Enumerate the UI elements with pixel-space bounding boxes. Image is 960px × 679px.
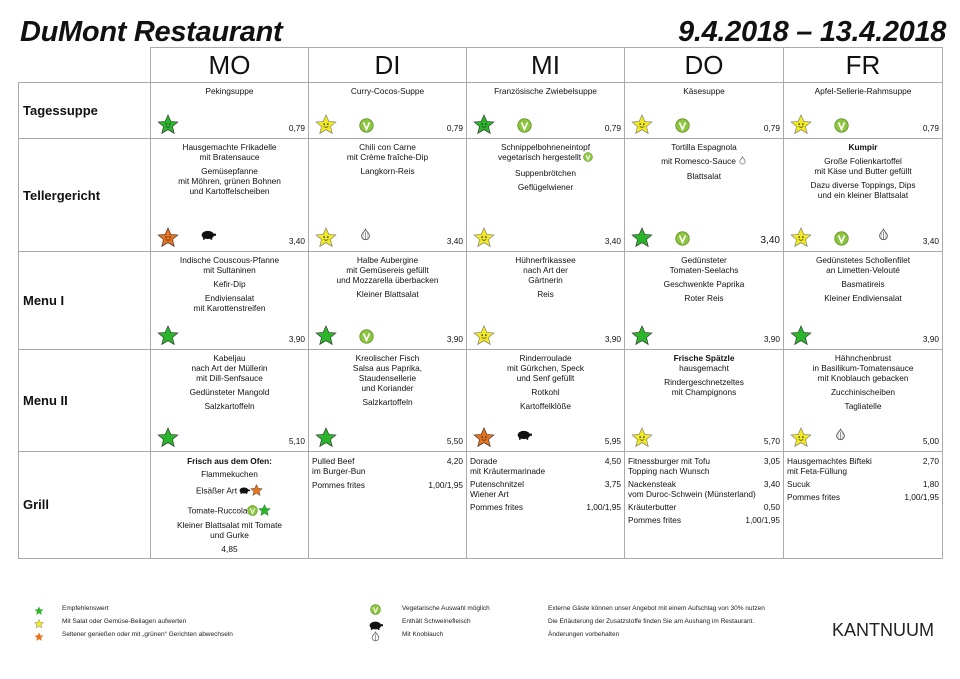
grill-cell-mi xyxy=(467,451,625,558)
day-header-fr: FR xyxy=(784,48,943,83)
dish-line: und Koriander xyxy=(361,382,414,393)
category-label: Menu II xyxy=(19,349,151,451)
grill-item xyxy=(787,466,939,476)
garlic-icon xyxy=(834,428,847,446)
dish-line: Basmatireis xyxy=(841,279,885,290)
menu-table xyxy=(18,47,943,559)
menu-cell-do xyxy=(625,83,784,139)
vegetarian-icon xyxy=(834,118,849,133)
dish-line: mit Karottenstreifen xyxy=(193,303,266,314)
vegetarian-icon xyxy=(675,231,690,246)
yellow-star-icon xyxy=(631,114,653,136)
green-star-icon xyxy=(473,114,495,136)
dish-line: mit Champignons xyxy=(671,386,737,397)
grill-item-name: Nackensteak xyxy=(628,478,676,489)
dish-line: Kumpir xyxy=(848,142,878,153)
price: 5,00 xyxy=(922,435,939,446)
grill-item xyxy=(787,492,939,502)
price: 3,40 xyxy=(604,236,621,247)
day-header-di: DI xyxy=(309,48,467,83)
category-label: Grill xyxy=(19,451,151,558)
dish-line: und Kartoffelscheiben xyxy=(189,186,270,197)
grill-item xyxy=(470,479,621,489)
dish-line xyxy=(469,152,622,164)
dish-line: Kleiner Endiviensalat xyxy=(824,293,902,304)
grill-item-name: im Burger-Bun xyxy=(312,465,366,476)
price: 3,40 xyxy=(922,236,939,247)
grill-item-name: Pommes frites xyxy=(787,491,841,502)
legend-green: Empfehlenswert xyxy=(62,605,109,612)
yellow-star-icon xyxy=(315,227,337,249)
price: 0,79 xyxy=(922,123,939,134)
price: 5,50 xyxy=(446,435,463,446)
grill-item xyxy=(628,456,780,466)
green-star-icon xyxy=(258,504,271,519)
menu-cell-mo xyxy=(151,83,309,139)
dish-line: Gedünsteter xyxy=(681,255,727,266)
dish-line: Geflügelwiener xyxy=(517,182,574,193)
dish-line: Tomaten-Seelachs xyxy=(669,265,739,276)
menu-cell-fr xyxy=(784,252,943,349)
menu-cell-mo xyxy=(151,252,309,349)
grill-item xyxy=(628,466,780,476)
category-label: Menu I xyxy=(19,252,151,349)
yellow-star-icon xyxy=(790,114,812,136)
grill-item-price: 1,80 xyxy=(922,478,939,489)
orange-star-icon xyxy=(157,227,179,249)
grill-item-name: Sucuk xyxy=(787,478,811,489)
dish-line: Curry-Cocos-Suppe xyxy=(350,86,425,97)
grill-item-price: 2,70 xyxy=(922,455,939,466)
grill-item-name: Putenschnitzel xyxy=(470,478,524,489)
dish-line: mit Gemüsereis gefüllt xyxy=(346,265,429,276)
dish-line: Kabeljau xyxy=(213,352,246,363)
grill-item xyxy=(470,502,621,512)
legend-note-external: Externe Gäste können unser Angebot mit einem Aufschlag von 30% nutzen xyxy=(548,605,765,612)
dish-line: Schnippelbohneneintopf xyxy=(500,142,591,153)
category-label: Tagessuppe xyxy=(19,83,151,139)
dish-line: mit Bratensauce xyxy=(199,152,260,163)
menu-cell-mo xyxy=(151,139,309,252)
grill-item-name: Pommes frites xyxy=(470,501,524,512)
grill-item xyxy=(470,466,621,476)
dish-line: mit Käse und Butter gefüllt xyxy=(814,166,912,177)
dish-line: an Limetten-Velouté xyxy=(826,265,900,276)
grill-item: und Gurke xyxy=(210,529,249,540)
green-star-icon xyxy=(157,325,179,347)
dish-line xyxy=(627,156,781,167)
dish-line: und ein kleiner Blattsalat xyxy=(817,190,909,201)
grill-cell-di xyxy=(309,451,467,558)
green-star-icon xyxy=(157,114,179,136)
menu-cell-mo xyxy=(151,349,309,451)
grill-item-name: Dorade xyxy=(470,455,498,466)
garlic-icon xyxy=(359,228,372,246)
menu-cell-fr xyxy=(784,83,943,139)
price: 5,95 xyxy=(604,435,621,446)
dish-line: Apfel-Sellerie-Rahmsuppe xyxy=(814,86,912,97)
green-star-icon xyxy=(631,227,653,249)
dish-line: Rindergeschnetzeltes xyxy=(664,376,744,387)
yellow-star-icon xyxy=(315,114,337,136)
yellow-star-icon xyxy=(473,227,495,249)
dish-line: Dazu diverse Toppings, Dips xyxy=(810,180,916,191)
grill-item-price: 4,50 xyxy=(604,455,621,466)
grill-item: Flammekuchen xyxy=(201,468,258,479)
price: 3,90 xyxy=(446,333,463,344)
dish-line: nach Art der Müllerin xyxy=(191,362,268,373)
orange-star-icon xyxy=(34,629,44,647)
grill-item: Elsäßer Art xyxy=(195,485,238,496)
dish-line: mit Crème fraîche-Dip xyxy=(346,152,429,163)
grill-item-price: 3,75 xyxy=(604,478,621,489)
restaurant-title: DuMont Restaurant xyxy=(20,16,283,48)
garlic-icon xyxy=(877,228,890,246)
grill-item-name: Pulled Beef xyxy=(312,455,355,466)
dish-line: Gedünstetes Schollenfilet xyxy=(815,255,911,266)
grill-item-price: 0,50 xyxy=(763,501,780,512)
dish-line: Rinderroulade xyxy=(519,352,572,363)
menu-cell-di xyxy=(309,83,467,139)
menu-cell-do xyxy=(625,349,784,451)
vegetarian-icon xyxy=(359,118,374,133)
menu-cell-do xyxy=(625,252,784,349)
menu-cell-mi xyxy=(467,252,625,349)
dish-line: Hähnchenbrust xyxy=(834,352,892,363)
grill-item xyxy=(628,479,780,489)
dish-line: Indische Couscous-Pfanne xyxy=(179,255,280,266)
green-star-icon xyxy=(631,325,653,347)
menu-cell-do xyxy=(625,139,784,252)
grill-item-name: Kräuterbutter xyxy=(628,501,677,512)
kantnuum-logo: KANTNUUM xyxy=(832,620,934,640)
price: 3,90 xyxy=(288,333,305,344)
yellow-star-icon xyxy=(790,427,812,449)
grill-item-name: Fitnessburger mit Tofu xyxy=(628,455,710,466)
grill-item xyxy=(312,480,463,490)
dish-line: Tortilla Espagnola xyxy=(671,142,737,153)
price: 0,79 xyxy=(763,123,780,134)
vegetarian-icon xyxy=(583,152,593,164)
grill-cell-fr xyxy=(784,451,943,558)
grill-item-price: 1,00/1,95 xyxy=(904,491,939,502)
date-range: 9.4.2018 – 13.4.2018 xyxy=(678,16,947,48)
vegetarian-icon xyxy=(834,231,849,246)
dish-line: Geschwenkte Paprika xyxy=(663,279,745,290)
category-label: Tellergericht xyxy=(19,139,151,252)
grill-item-name: mit Feta-Füllung xyxy=(787,465,847,476)
price: 3,40 xyxy=(288,236,305,247)
grill-item xyxy=(312,466,463,476)
dish-line: Rotkohl xyxy=(531,386,560,397)
dish-line: Salzkartoffeln xyxy=(204,400,255,411)
grill-item-name: Pommes frites xyxy=(312,479,366,490)
pig-icon xyxy=(239,486,250,496)
menu-cell-di xyxy=(309,139,467,252)
vegetarian-icon xyxy=(675,118,690,133)
dish-line: Chili con Carne xyxy=(359,142,416,153)
legend-veg: Vegetarische Auswahl möglich xyxy=(402,605,490,612)
green-star-icon xyxy=(315,427,337,449)
dish-line: Salzkartoffeln xyxy=(362,396,413,407)
dish-line: Langkorn-Reis xyxy=(360,166,415,177)
dish-line: Pekingsuppe xyxy=(205,86,254,97)
yellow-star-icon xyxy=(790,227,812,249)
price: 0,79 xyxy=(288,123,305,134)
price: 3,40 xyxy=(760,235,780,247)
legend-garlic: Mit Knoblauch xyxy=(402,631,444,638)
dish-line: Zucchinischeiben xyxy=(830,386,896,397)
pig-icon xyxy=(517,427,532,445)
garlic-icon xyxy=(370,629,381,647)
pig-icon xyxy=(201,227,216,245)
price: 5,70 xyxy=(763,435,780,446)
legend-note-changes: Änderungen vorbehalten xyxy=(548,631,620,638)
dish-line: mit Dill-Senfsauce xyxy=(196,372,263,383)
legend-orange: Seltener genießen oder mit „grünen“ Gerichten abwechseln xyxy=(62,631,233,638)
grill-item-price: 3,40 xyxy=(763,478,780,489)
dish-line: mit Sultaninen xyxy=(203,265,256,276)
grill-item xyxy=(628,489,780,499)
dish-line: Roter Reis xyxy=(684,293,724,304)
dish-line: Gärtnerin xyxy=(528,275,563,286)
grill-price: 4,85 xyxy=(221,543,238,554)
menu-cell-di xyxy=(309,349,467,451)
price: 3,40 xyxy=(446,236,463,247)
dish-line: Blattsalat xyxy=(686,171,722,182)
dish-line: und Senf gefüllt xyxy=(516,372,575,383)
dish-line: Staudensellerie xyxy=(358,372,417,383)
grill-item xyxy=(787,456,939,466)
legend-yellow: Mit Salat oder Gemüse-Beilagen aufwerten xyxy=(62,618,187,625)
price: 0,79 xyxy=(446,123,463,134)
grill-item-name: Wiener Art xyxy=(470,488,509,499)
day-header-mi: MI xyxy=(467,48,625,83)
grill-item xyxy=(470,489,621,499)
grill-item: Tomate-Ruccola xyxy=(187,505,248,516)
menu-cell-fr xyxy=(784,139,943,252)
grill-item-name: mit Kräutermarinade xyxy=(470,465,546,476)
orange-star-icon xyxy=(250,484,263,499)
menu-cell-mi xyxy=(467,139,625,252)
dish-line: mit Gürkchen, Speck xyxy=(506,362,584,373)
dish-line: Große Folienkartoffel xyxy=(824,156,902,167)
dish-text: mit Romesco-Sauce xyxy=(661,156,736,167)
dish-line: nach Art der xyxy=(523,265,568,276)
garlic-icon xyxy=(738,156,747,167)
dish-line: Gedünsteter Mangold xyxy=(189,386,270,397)
yellow-star-icon xyxy=(631,427,653,449)
day-header-mo: MO xyxy=(151,48,309,83)
grill-item-name: Hausgemachtes Bifteki xyxy=(787,455,872,466)
day-header-do: DO xyxy=(625,48,784,83)
grill-item xyxy=(787,479,939,489)
dish-line: Frische Spätzle xyxy=(673,352,735,363)
grill-item-price: 4,20 xyxy=(446,455,463,466)
dish-line: Kleiner Blattsalat xyxy=(356,289,419,300)
dish-line: Kartoffelklöße xyxy=(519,400,572,411)
dish-line: mit Möhren, grünen Bohnen xyxy=(178,176,281,187)
dish-line: Tagliatelle xyxy=(844,400,882,411)
dish-line: Kefir-Dip xyxy=(213,279,246,290)
price: 3,90 xyxy=(763,333,780,344)
grill-item-name: Pommes frites xyxy=(628,514,682,525)
grill-item xyxy=(470,456,621,466)
vegetarian-icon xyxy=(247,505,258,518)
dish-line: mit Knoblauch gebacken xyxy=(817,372,909,383)
dish-text: vegetarisch hergestellt xyxy=(497,152,581,163)
price: 5,10 xyxy=(288,435,305,446)
dish-line: in Basilikum-Tomatensauce xyxy=(812,362,914,373)
legend-note-additives: Die Erläuterung der Zusatzstoffe finden Sie am Aushang im Restaurant. xyxy=(548,618,755,625)
price: 3,90 xyxy=(922,333,939,344)
price: 3,90 xyxy=(604,333,621,344)
corner-cell xyxy=(19,48,151,83)
dish-line: Hausgemachte Frikadelle xyxy=(182,142,277,153)
dish-line: Französische Zwiebelsuppe xyxy=(494,86,597,97)
dish-line: Kreolischer Fisch xyxy=(355,352,420,363)
grill-item-price: 1,00/1,95 xyxy=(745,514,780,525)
grill-item-name: Topping nach Wunsch xyxy=(628,465,710,476)
dish-line: Hühnerfrikassee xyxy=(515,255,576,266)
grill-item xyxy=(628,502,780,512)
dish-line: und Mozzarella überbacken xyxy=(336,275,439,286)
dish-line: hausgemacht xyxy=(679,362,729,373)
vegetarian-icon xyxy=(359,329,374,344)
grill-item-price: 1,00/1,95 xyxy=(586,501,621,512)
menu-cell-fr xyxy=(784,349,943,451)
menu-cell-mi xyxy=(467,83,625,139)
vegetarian-icon xyxy=(517,118,532,133)
green-star-icon xyxy=(157,427,179,449)
menu-cell-di xyxy=(309,252,467,349)
dish-line: Gemüsepfanne xyxy=(201,166,258,177)
green-star-icon xyxy=(790,325,812,347)
grill-cell-mo xyxy=(151,451,309,558)
grill-cell-do xyxy=(625,451,784,558)
grill-item xyxy=(628,515,780,525)
dish-line: Reis xyxy=(537,289,554,300)
grill-item-price: 1,00/1,95 xyxy=(428,479,463,490)
dish-line: Käsesuppe xyxy=(683,86,725,97)
dish-line: Endiviensalat xyxy=(204,293,255,304)
orange-star-icon xyxy=(473,427,495,449)
dish-line: Halbe Aubergine xyxy=(356,255,419,266)
green-star-icon xyxy=(315,325,337,347)
menu-cell-mi xyxy=(467,349,625,451)
legend-pig: Enthält Schweinefleisch xyxy=(402,618,471,625)
yellow-star-icon xyxy=(473,325,495,347)
dish-line: Suppenbrötchen xyxy=(515,168,576,179)
grill-item: Kleiner Blattsalat mit Tomate xyxy=(177,519,282,530)
grill-item-name: vom Duroc-Schwein (Münsterland) xyxy=(628,488,756,499)
dish-line: Salsa aus Paprika, xyxy=(352,362,423,373)
grill-item-price: 3,05 xyxy=(763,455,780,466)
grill-item xyxy=(312,456,463,466)
grill-heading: Frisch aus dem Ofen: xyxy=(187,455,272,466)
price: 0,79 xyxy=(604,123,621,134)
